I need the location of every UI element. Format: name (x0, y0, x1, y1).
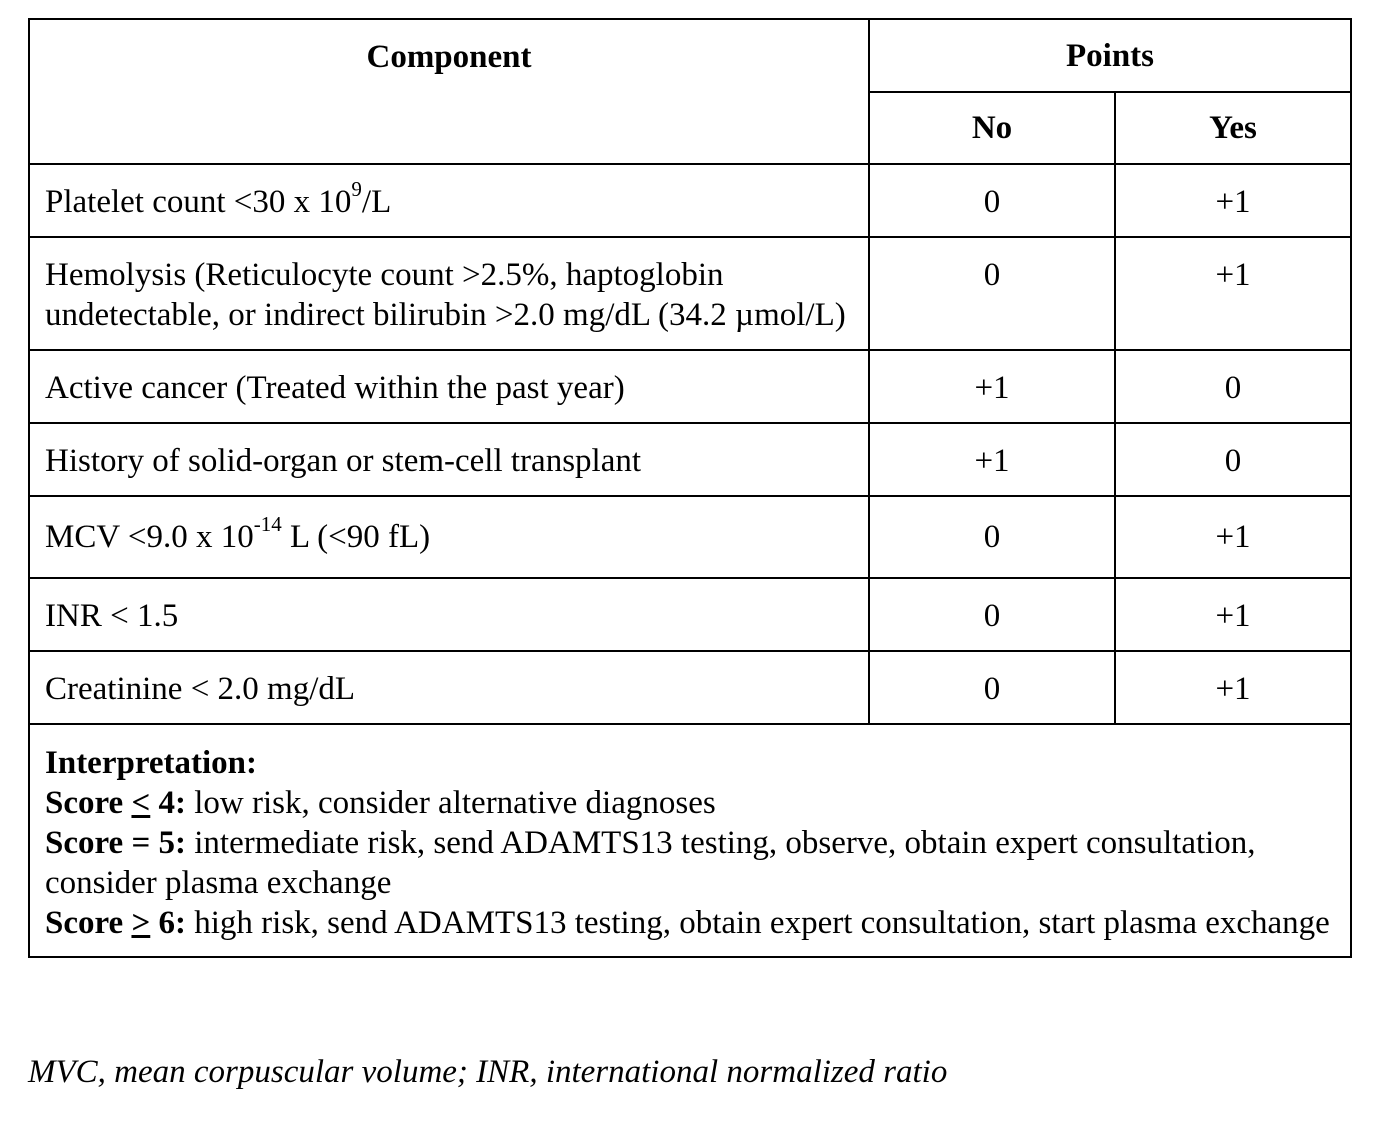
yes-points-cell: +1 (1115, 237, 1351, 350)
component-cell: Active cancer (Treated within the past year) (29, 350, 869, 423)
scoring-table (28, 18, 1352, 958)
no-points-cell: 0 (869, 651, 1115, 724)
yes-points-cell: 0 (1115, 423, 1351, 496)
component-cell: History of solid-organ or stem-cell transplant (29, 423, 869, 496)
component-cell: Hemolysis (Reticulocyte count >2.5%, haptoglobin undetectable, or indirect bilirubin >2.0 mg/dL (34.2 µmol/L) (29, 237, 869, 350)
no-points-cell: 0 (869, 578, 1115, 651)
yes-points-cell: +1 (1115, 578, 1351, 651)
interpretation-intermediate-risk: Score = 5: intermediate risk, send ADAMTS13 testing, observe, obtain expert consultation, consider plasma exchange (45, 825, 1256, 901)
interpretation-low-risk: Score < 4: low risk, consider alternative diagnoses (45, 785, 716, 821)
table-footnote: MVC, mean corpuscular volume; INR, international normalized ratio (28, 1054, 948, 1090)
component-column-header: Component (29, 19, 869, 164)
no-points-cell: 0 (869, 496, 1115, 578)
table-row (29, 237, 1351, 350)
no-points-cell: 0 (869, 237, 1115, 350)
component-cell: MCV <9.0 x $10^{-14}$ L (<90 fL) (29, 496, 869, 578)
component-cell: Platelet count <30 x $10^9/L$ (29, 164, 869, 237)
table-row (29, 423, 1351, 496)
component-cell: Creatinine < 2.0 mg/dL (29, 651, 869, 724)
no-points-cell: +1 (869, 350, 1115, 423)
interpretation-title: Interpretation: (45, 745, 258, 781)
yes-points-cell: +1 (1115, 496, 1351, 578)
yes-points-cell: +1 (1115, 651, 1351, 724)
no-column-header: No (869, 92, 1115, 164)
table-row (29, 496, 1351, 578)
yes-points-cell: 0 (1115, 350, 1351, 423)
interpretation-row (29, 724, 1351, 957)
yes-column-header: Yes (1115, 92, 1351, 164)
table-row (29, 350, 1351, 423)
points-column-header: Points (869, 19, 1351, 92)
table-row (29, 578, 1351, 651)
no-points-cell: +1 (869, 423, 1115, 496)
table-row (29, 164, 1351, 237)
interpretation-high-risk: Score > 6: high risk, send ADAMTS13 testing, obtain expert consultation, start plasma exchange (45, 905, 1330, 941)
component-cell: INR < 1.5 (29, 578, 869, 651)
no-points-cell: 0 (869, 164, 1115, 237)
table-row (29, 651, 1351, 724)
yes-points-cell: +1 (1115, 164, 1351, 237)
interpretation-cell (29, 724, 1351, 957)
